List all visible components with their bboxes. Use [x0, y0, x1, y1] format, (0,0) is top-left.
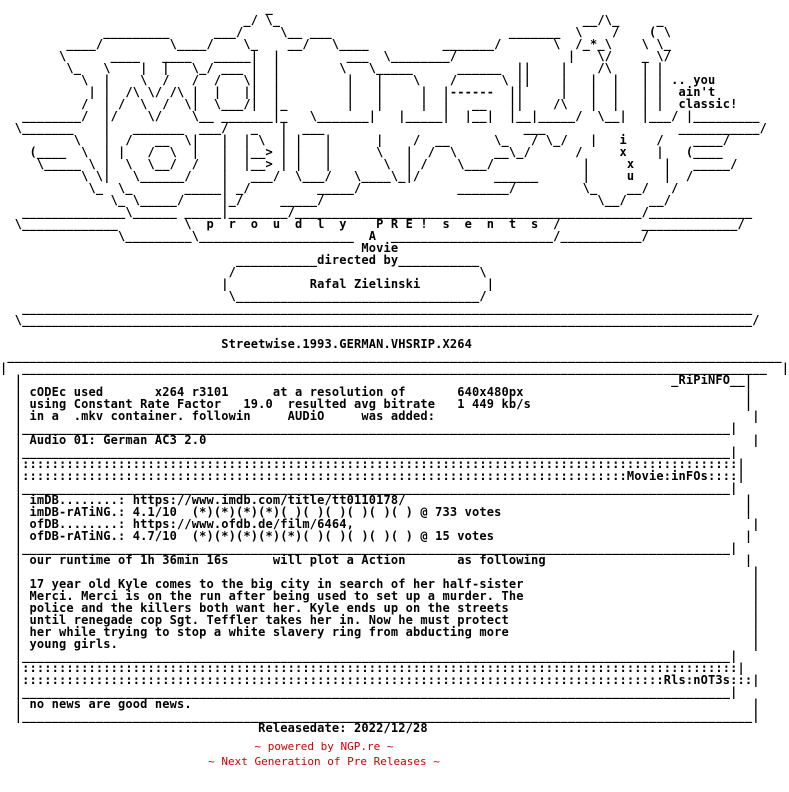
- nfo-ascii-text: _ _/ \_ __/\_ _ _________ ___/ \__ ___ _______ \ / ( \ ____/ \____/ \_ __/ \____ _______/ \ /_*_\ \ \_ \ ____ ____ _____| | ___ \________/ | \/ _ \/ \_ \ | | \_/ ___ | | \ \_____ ______ || | /\ | | \ | \ / / / \| | | | \ / \ || | | | | | .. you | | /\ \/ /\ | | || | | | | |------ || | | | | | ain't / | / \ / \| \___/| |_ | | | | __ || /\ | | | | classic! ________/ |/ \/ \__ _______|_ \_______| |_____| |__| |__|_____/ \__| |___/ |_________ \_______ | _______ ___/ _ | ___ ___ ___________/ \ | / __ \| | | \ | | | | / __ \_ / \_/ | i / ____/ (____ \ | | / \ | | |__> | | | \ | / \ __\_/ / x | (____ \_____ \ | \ \__/ / | |__> | | | \ | / \___/ | x | _____/ \ \| \______/ | ___/ \___/ \____\_|/ ______ | u | / \_ \_ _____| _/ _____/ _______/ \_ __/ / \_ \_____/ |_/ _____/ \__/ __/ ______________\______ _____|________/_______________________________________________/______________ \_____________ \ p r o u d l y P R E ! s e n t s / _____________/ \_________\_____________________ A ______________________/___________/ Movie ___________directed by___________ / \ | Rafal Zielinski | \_________________________________/ ___________________________________________________________________________________________________ \___________________________________________________________________________________________________/ Streetwise.1993.GERMAN.VHSRIP.X264 _________________________________________________________________________________________________________ | _____________________________________________________________________________________________________ | | _RiPiNFO__| | cODEc used x264 r3101 at a resolution of 640x480px | | using Constant Rate Factor 19.0 resulted avg bitrate 1 449 kb/s | | in a .mkv container. followin AUDiO was added: | |________________________________________________________________________________________________| | Audio 01: German AC3 2.0 | |________________________________________________________________________________________________| |:::::::::::::::::::::::::::::::::::::::::::::::::::::::::::::::::::::::::::::::::::::::::::::::::| |::::::::::::::::::::::::::::::::::::::::::::::::::::::::::::::::::::::::::::::::::Movie:inFOs::::| |________________________________________________________________________________________________| | imDB........: https://www.imdb.com/title/tt0110178/ | | imDB-rATiNG.: 4.1/10 (*)(*)(*)(*)( )( )( )( )( )( ) @ 733 votes | | ofDB........: https://www.ofdb.de/film/6464, | | ofDB-rATiNG.: 4.7/10 (*)(*)(*)(*)(*)( )( )( )( )( ) @ 15 votes | |________________________________________________________________________________________________| | our runtime of 1h 36min 16s will plot a Action as following | | | | 17 year old Kyle comes to the big city in search of her half-sister | | Merci. Merci is on the run after being used to set up a murder. The | | police and the killers both want her. Kyle ends up on the streets | | until renegade cop Sgt. Teffler takes her in. Now he must protect | | her while trying to stop a white slavery ring from abducting more | | young girls. | |________________________________________________________________________________________________| |:::::::::::::::::::::::::::::::::::::::::::::::::::::::::::::::::::::::::::::::::::::::::::::::::| |:::::::::::::::::::::::::::::::::::::::::::::::::::::::::::::::::::::::::::::::::::::::Rls:nOT3s:::| |________________________________________________________________________________________________| | no news are good news. | |___________________________________________________________________________________________________| Releasedate: 2022/12/28: [0, 1, 789, 735]
- footer-powered-by: ~ powered by NGP.re ~: [254, 740, 394, 753]
- footer-tagline: ~ Next Generation of Pre Releases ~: [208, 755, 440, 768]
